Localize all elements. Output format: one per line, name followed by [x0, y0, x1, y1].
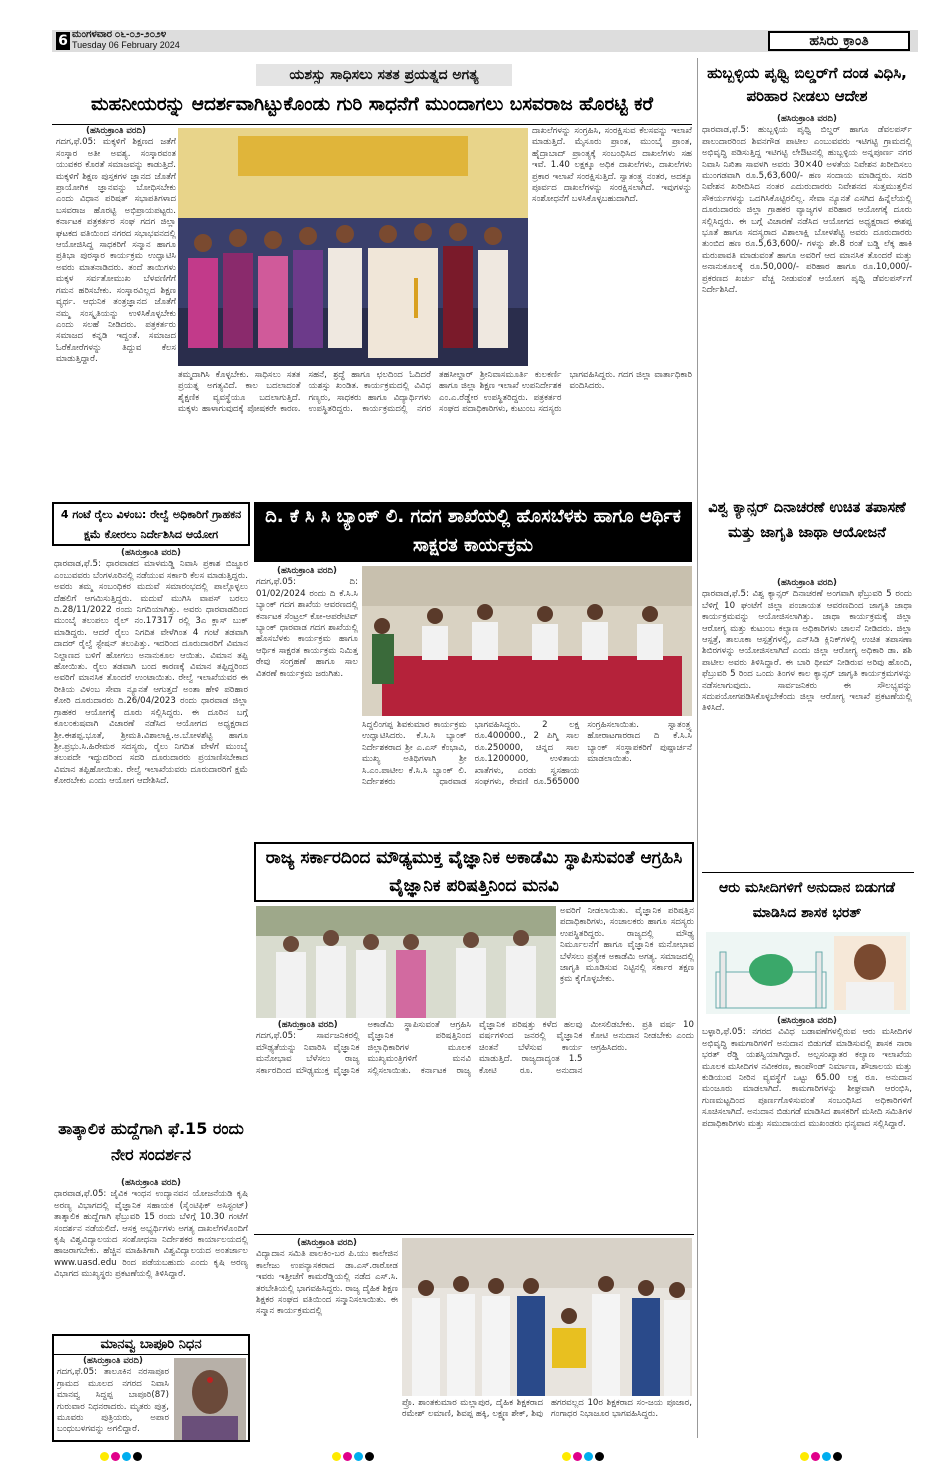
story4-body: [54, 1178, 248, 1328]
felicitation-group-photo: [402, 1238, 692, 1396]
story7-headline: ವಿಶ್ವ ಕ್ಯಾನ್ಸರ್ ದಿನಾಚರಣೆ ಉಚಿತ ತಪಾಸಣೆ ಮತ್ತು ಜಾಗೃತಿ ಜಾಥಾ ಆಯೋಜನೆ: [708, 500, 906, 541]
story10-body: [256, 1238, 398, 1438]
story2-headline: ಹುಬ್ಬಳ್ಳಿಯ ಪೃಥ್ವಿ ಬಿಲ್ಡರ್‌ಗೆ ದಂಡ ವಿಧಿಸಿ, ಪರಿಹಾರ ನೀಡಲು ಆದೇಶ: [707, 64, 907, 105]
story6-body-left: [256, 566, 358, 836]
story7-body: [702, 578, 912, 866]
story9-dateline: (ಹಸಿರುಕ್ರಾಂತಿ ವರದಿ): [277, 1020, 338, 1030]
memorandum-photo: [256, 906, 556, 1018]
story8-photo: [706, 932, 910, 1014]
story6-text-left: ಗದಗ,ಫೆ.05: ದಿ: 01/02/2024 ರಂದು ದಿ ಕೆ.ಸಿ.ಸಿ ಬ್ಯಾಂಕ್ ಗದಗ ಶಾಖೆಯ ಆವರಣದಲ್ಲಿ ಕರ್ನಾಟಕ ಸೆಂಟ್ರಲ್ ಕೋ-ಆಪರೇಟಿವ್ ಬ್ಯಾಂಕ್ ಧಾರವಾಡ ಗದಗ ಶಾಖೆಯಲ್ಲಿ ಹೊಸಬೆಳಕು ಕಾರ್ಯಕ್ರಮ ಹಾಗೂ ಆರ್ಥಿಕ ಸಾಕ್ಷರತ ಕಾರ್ಯಕ್ರಮ ನಿಮಿತ್ತ ಠೇವು ಸಂಗ್ರಹಣೆ ಹಾಗೂ ಸಾಲ ವಿತರಣೆ ಕಾರ್ಯಕ್ರಮ ಜರುಗಿತು.: [256, 577, 358, 679]
story7-headline-block: [702, 496, 912, 576]
story2-body: [702, 114, 912, 490]
story1-photo: [178, 128, 528, 366]
story1-headline: ಮಹನೀಯರನ್ನು ಆದರ್ಶವಾಗಿಟ್ಟುಕೊಂಡು ಗುರಿ ಸಾಧನೆಗೆ ಮುಂದಾಗಲು ಬಸವರಾಜ ಹೊರಟ್ಟಿ ಕರೆ: [91, 94, 653, 115]
story4-dateline: (ಹಸಿರುಕ್ರಾಂತಿ ವರದಿ): [121, 1178, 181, 1188]
group-stage-photo: [178, 128, 528, 366]
story1-body-right: ದಾಖಲೆಗಳನ್ನು ಸಂಗ್ರಹಿಸಿ, ಸಂರಕ್ಷಿಸುವ ಕೆಲಸವನ್ನು ಇಲಾಖೆ ಮಾಡುತ್ತಿದೆ. ಮೈಸೂರು ಪ್ರಾಂತ, ಮುಂಬೈ ಪ್ರಾಂತ, ಹೈದ್ರಾಬಾದ್ ಪ್ರಾಂತ್ಯಕ್ಕೆ ಸಂಬಂಧಿಸಿದ ದಾಖಲೆಗಳು ಸಹ ಇವೆ. 1.40 ಲಕ್ಷಕ್ಕೂ ಅಧಿಕ ದಾಖಲೆಗಳು, ದಾಖಲೆಗಳು ಪ್ರಕಾರ ಇಲಾಖೆ ಸಂರಕ್ಷಿಸುತ್ತಿದೆ. ಸ್ವಾತಂತ್ರ್ಯ ನಂತರ, ಅದಕ್ಕೂ ಪೂರ್ವದ ದಾಖಲೆಗಳನ್ನು ಸಂರಕ್ಷಿಸಲಾಗಿದೆ. ಇವುಗಳನ್ನು ಸಂಶೋಧನೆಗೆ ಬಳಸಿಕೊಳ್ಳಬಹುದಾಗಿದೆ.: [532, 126, 692, 205]
story6-dateline: (ಹಸಿರುಕ್ರಾಂತಿ ವರದಿ): [277, 566, 337, 576]
bank-event-photo: [362, 566, 692, 716]
story3-dateline: (ಹಸಿರುಕ್ರಾಂತಿ ವರದಿ): [121, 548, 181, 558]
registration-marks-left: [100, 1446, 144, 1465]
story5-dateline: (ಹಸಿರುಕ್ರಾಂತಿ ವರದಿ): [83, 1356, 143, 1366]
story6-headline: ದಿ. ಕೆ ಸಿ ಸಿ ಬ್ಯಾಂಕ್ ಲಿ. ಗದಗ ಶಾಖೆಯಲ್ಲಿ ಹೊಸಬೆಳಕು ಹಾಗೂ ಆರ್ಥಿಕ ಸಾಕ್ಷರತ ಕಾರ್ಯಕ್ರಮ: [254, 502, 692, 562]
story8-body: [702, 1016, 912, 1438]
story1-text-left: ಗದಗ,ಫೆ.05: ಮಕ್ಕಳಿಗೆ ಶಿಕ್ಷಣದ ಜತೆಗೆ ಸಂಸ್ಕಾರ ಅತೀ ಅವಶ್ಯ. ಸಂಸ್ಕಾರವಂತ ಯುವಕರ ಕೊರತೆ ಸಮಾಜವನ್ನು ಕಾಡುತ್ತಿದೆ. ಮಕ್ಕಳಿಗೆ ಶಿಕ್ಷಣ ಪುಸ್ತಕಗಳ ಜ್ಞಾನದ ಜೊತೆಗೆ ಪ್ರಾಯೋಗಿಕ ಜ್ಞಾನವನ್ನು ಬೋಧಿಸಬೇಕು ಎಂದು ವಿಧಾನ ಪರಿಷತ್ ಸಭಾಪತಿಗಳಾದ ಬಸವರಾಜ ಹೊರಟ್ಟಿ ಅಭಿಪ್ರಾಯಪಟ್ಟರು. ಕರ್ನಾಟಕ ಪತ್ರಕರ್ತರ ಸಂಘ ಗದಗ ಜಿಲ್ಲಾ ಘಟಕದ ವತಿಯಿಂದ ನಗರದ ಸಭಾಭವನದಲ್ಲಿ ಆಯೋಜಿಸಿದ್ದ ಸಾಧಕರಿಗೆ ಸನ್ಮಾನ ಹಾಗೂ ಪ್ರತಿಭಾ ಪುರಸ್ಕಾರ ಕಾರ್ಯಕ್ರಮ ಉದ್ಘಾಟಿಸಿ ಅವರು ಮಾತನಾಡಿದರು. ತಂದೆ ತಾಯಿಗಳು ಮಕ್ಕಳ ಸರ್ವತೋಮುಖ ಬೆಳವಣಿಗೆಗೆ ಗಮನ ಹರಿಸಬೇಕು. ಸಂಸ್ಕಾರವಿಲ್ಲದ ಶಿಕ್ಷಣ ವ್ಯರ್ಥ. ಆಧುನಿಕ ತಂತ್ರಜ್ಞಾನದ ಜೊತೆಗೆ ನಮ್ಮ ಸಂಸ್ಕೃತಿಯನ್ನು ಉಳಿಸಿಕೊಳ್ಳಬೇಕು ಎಂದು ಸಲಹೆ ನೀಡಿದರು. ಪತ್ರಕರ್ತರು ಸಮಾಜದ ಕನ್ನಡಿ ಇದ್ದಂತೆ. ಸಮಾಜದ ಓರೆಕೋರೆಗಳನ್ನು ತಿದ್ದುವ ಕೆಲಸ ಮಾಡುತ್ತಿದ್ದಾರೆ.: [56, 137, 176, 365]
registration-marks-center-left: [332, 1446, 376, 1465]
story9-body-right: ಅವರಿಗೆ ನೀಡಲಾಯಿತು. ವೈಜ್ಞಾನಿಕ ಪರಿಷತ್ತಿನ ಪದಾಧಿಕಾರಿಗಳು, ಸಂಚಾಲಕರು ಹಾಗೂ ಸದಸ್ಯರು ಉಪಸ್ಥಿತರಿದ್ದರು. ರಾಜ್ಯದಲ್ಲಿ ಮೌಢ್ಯ ನಿರ್ಮೂಲನೆಗೆ ಹಾಗೂ ವೈಜ್ಞಾನಿಕ ಮನೋಭಾವ ಬೆಳೆಸಲು ಪ್ರತ್ಯೇಕ ಅಕಾಡೆಮಿ ಅಗತ್ಯ. ಸಮಾಜದಲ್ಲಿ ಜಾಗೃತಿ ಮೂಡಿಸುವ ನಿಟ್ಟಿನಲ್ಲಿ ಸರ್ಕಾರ ತಕ್ಷಣ ಕ್ರಮ ಕೈಗೊಳ್ಳಬೇಕು.: [560, 906, 694, 985]
story6-body-right: ಸಿದ್ದಲಿಂಗಪ್ಪ ಶಿವಕುಮಾರ ಕಾರ್ಯಕ್ರಮ ಉದ್ಘಾಟಿಸಿದರು. ಕೆ.ಸಿ.ಸಿ ಬ್ಯಾಂಕ್ ನಿರ್ದೇಶಕರಾದ ಶ್ರೀ ಎ.ಎಸ್ ಕೆಂಭಾವಿ, ಮುಖ್ಯ ಅತಿಥಿಗಳಾಗಿ ಶ್ರೀ ಸಿ.ಎಂ.ಪಾಟೀಲ ಕೆ.ಸಿ.ಸಿ ಬ್ಯಾಂಕ್ ಲಿ. ನಿರ್ದೇಶಕರು ಧಾರವಾಡ ಭಾಗವಹಿಸಿದ್ದರು. 2 ಲಕ್ಷ ರೂ.400000., 2 ಪಿಗ್ಮಿ ಸಾಲ ರೂ.250000, ಚಿನ್ನದ ಸಾಲ ರೂ.1200000, ಉಳಿತಾಯ ಖಾತೆಗಳು, ಎರಡು ಸ್ವಸಹಾಯ ಸಂಘಗಳು, ಠೇವಣಿ ರೂ.565000 ಸಂಗ್ರಹಿಸಲಾಯಿತು. ಸ್ವಾತಂತ್ರ್ಯ ಹೋರಾಟಗಾರರಾದ ದಿ ಕೆ.ಸಿ.ಸಿ ಬ್ಯಾಂಕ್ ಸಂಸ್ಥಾಪಕರಿಗೆ ಪುಷ್ಪಾರ್ಚನೆ ಮಾಡಲಾಯಿತು.: [362, 720, 692, 788]
story5-body: [57, 1356, 169, 1440]
story10-dateline: (ಹಸಿರುಕ್ರಾಂತಿ ವರದಿ): [297, 1238, 357, 1248]
mosque-and-mla-photo: [706, 932, 910, 1014]
story1-body-left: [56, 126, 176, 496]
story5-box: [52, 1334, 250, 1442]
story1-kicker: ಯಶಸ್ಸು ಸಾಧಿಸಲು ಸತತ ಪ್ರಯತ್ನದ ಅಗತ್ಯ: [256, 64, 512, 86]
date-block: [72, 30, 212, 50]
story3-body: [54, 548, 248, 1110]
story2-dateline: (ಹಸಿರುಕ್ರಾಂತಿ ವರದಿ): [777, 114, 837, 124]
story8-headline: ಆರು ಮಸೀದಿಗಳಿಗೆ ಅನುದಾನ ಬಿಡುಗಡೆ ಮಾಡಿಸಿದ ಶಾಸಕ ಭರತ್: [719, 880, 895, 921]
story9-body: [256, 1020, 694, 1230]
page-number: 6: [56, 32, 70, 50]
story7-dateline: (ಹಸಿರುಕ್ರಾಂತಿ ವರದಿ): [777, 578, 837, 588]
story3-text: ಧಾರವಾಡ,ಫೆ.5: ಧಾರವಾಡದ ಮಾಳಮಡ್ಡಿ ನಿವಾಸಿ ಪ್ರಕಾಶ ಬಿಜ್ಜೂರ ಎಂಬುವವರು ಬೆಂಗಳೂರಿನಲ್ಲಿ ನಡೆಯುವ ಸರ್ಕಾರಿ ಕೆಲಸ ಮಾಡುತ್ತಿದ್ದರು. ಅವರು ತಮ್ಮ ಸಂಬಂಧಿಕರ ಮದುವೆ ಸಮಾರಂಭದಲ್ಲಿ ಪಾಲ್ಗೊಳ್ಳಲು ದೆಹಲಿಗೆ ಆಗಮಿಸುತ್ತಿದ್ದರು. ಮದುವೆ ಮುಗಿಸಿ ವಾಪಸ್ ಬರಲು ದಿ.28/11/2022 ರಂದು ನಿಗದಿಯಾಗಿತ್ತು. ಅವರು ಧಾರವಾಡದಿಂದ ಮುಂಬೈ ತಲುಪಲು ರೈಲ್ ನಂ.17317 ರಲ್ಲಿ 3ಎ ಕ್ಲಾಸ್ ಬುಕ್ ಮಾಡಿದ್ದರು. ಆದರೆ ರೈಲು ನಿಗದಿತ ವೇಳೆಗಿಂತ 4 ಗಂಟೆ ತಡವಾಗಿ ದಾದರ್ ರೈಲ್ವೆ ಸ್ಟೇಷನ್ ತಲುಪಿತ್ತು. ಇದರಿಂದ ದೂರುದಾರರಿಗೆ ವಿಮಾನ ನಿಲ್ದಾಣದ ಬಳಿಗೆ ಹೋಗಲು ಅನಾನುಕೂಲ ಆಯಿತು. ವಿಮಾನ ತಪ್ಪಿ ಹೋಯಿತು. ರೈಲು ತಡವಾಗಿ ಬಂದ ಕಾರಣಕ್ಕೆ ವಿಮಾನ ತಪ್ಪಿದ್ದರಿಂದ ಅವರಿಗೆ ಮಾನಸಿಕ ತೊಂದರೆ ಉಂಟಾಯಿತು. ರೇಲ್ವೆ ಇಲಾಖೆಯವರ ಈ ರೀತಿಯ ವಿಳಂಬ ಸೇವಾ ನ್ಯೂನತೆ ಆಗುತ್ತದೆ ಅಂತಾ ಹೇಳಿ ಪರಿಹಾರ ಕೋರಿ ದೂರುದಾರರು ದಿ.26/04/2023 ರಂದು ಧಾರವಾಡ ಜಿಲ್ಲಾ ಗ್ರಾಹಕರ ಆಯೋಗಕ್ಕೆ ದೂರು ಸಲ್ಲಿಸಿದ್ದರು. ಈ ದೂರಿನ ಬಗ್ಗೆ ಕೂಲಂಕುಷವಾಗಿ ವಿಚಾರಣೆ ನಡೆಸಿದ ಆಯೋಗದ ಅಧ್ಯಕ್ಷರಾದ ಶ್ರೀ.ಈಶಪ್ಪ.ಭೂತೆ, ಶ್ರೀಮತಿ.ವಿಶಾಲಾಕ್ಷಿ.ಅ.ಬೋಳಶೆಟ್ಟಿ ಹಾಗೂ ಶ್ರೀ.ಪ್ರಭು.ಸಿ.ಹಿರೇಮಠ ಸದಸ್ಯರು, ರೈಲು ನಿಗದಿತ ವೇಳೆಗೆ ಮುಂಬೈ ತಲುಪದೇ ಇದ್ದುದರಿಂದ ಸದರಿ ದೂರುದಾರರು ಪ್ರಯಾಣಿಸಬೇಕಾದ ವಿಮಾನ ತಪ್ಪಿಹೋಯಿತು. ರೇಲ್ವೆ ಇಲಾಖೆಯವರು ದೂರುದಾರರಿಗೆ ಕ್ಷಮೆ ಕೋರಬೇಕು ಎಂದು ಆಯೋಗ ಆದೇಶಿಸಿದೆ.: [54, 559, 248, 787]
story9-photo: [256, 906, 556, 1018]
story10-photo: [402, 1238, 692, 1396]
story9-text: ಗದಗ,ಫೆ.05: ಸಾರ್ವಜನಿಕರಲ್ಲಿ ಮೌಢ್ಯತೆಯನ್ನು ನಿವಾರಿಸಿ ವೈಜ್ಞಾನಿಕ ಮನೋಭಾವ ಬೆಳೆಸಲು ರಾಜ್ಯ ಸರ್ಕಾರದಿಂದ ಮೌಢ್ಯಮುಕ್ತ ವೈಜ್ಞಾನಿಕ ಅಕಾಡೆಮಿ ಸ್ಥಾಪಿಸುವಂತೆ ಆಗ್ರಹಿಸಿ ವೈಜ್ಞಾನಿಕ ಪರಿಷತ್ತಿನಿಂದ ಜಿಲ್ಲಾಧಿಕಾರಿಗಳ ಮೂಲಕ ಮುಖ್ಯಮಂತ್ರಿಗಳಿಗೆ ಮನವಿ ಸಲ್ಲಿಸಲಾಯಿತು. ಕರ್ನಾಟಕ ರಾಜ್ಯ ವೈಜ್ಞಾನಿಕ ಪರಿಷತ್ತು ಕಳೆದ ಹಲವು ವರ್ಷಗಳಿಂದ ಜನರಲ್ಲಿ ವೈಜ್ಞಾನಿಕ ಚಿಂತನೆ ಬೆಳೆಸುವ ಕಾರ್ಯ ಮಾಡುತ್ತಿದೆ. ರಾಜ್ಯದಾದ್ಯಂತ 1.5 ಕೋಟಿ ರೂ. ಅನುದಾನ ಮೀಸಲಿಡಬೇಕು. ಪ್ರತಿ ವರ್ಷ 10 ಕೋಟಿ ಅನುದಾನ ನೀಡಬೇಕು ಎಂದು ಆಗ್ರಹಿಸಿದರು.: [256, 1020, 694, 1076]
story6-photo: [362, 566, 692, 716]
story10-caption: ಪ್ರೊ. ಶಾಂತಕುಮಾರ ಮಲ್ಲಾಪುರ, ದೈಹಿಕ ಶಿಕ್ಷಕರಾದ ರಮೇಶ್ ಲಮಾಣಿ, ಶಿವಪ್ಪ ಹಕ್ಕಿ, ಲಕ್ಷ್ಮಣ ಶೇಕ್, ಶಿವು ಹಗರವಲ್ಲದ 10ರ ಶಿಕ್ಷಕರಾದ ಸಂ-ಜಯ ಪೂಜಾರ, ಗಂಗಾಧರ ನಿಭಾಜೂರ ಭಾಗವಹಿಸಿದ್ದರು.: [402, 1398, 692, 1420]
story3-headline-box: [52, 502, 250, 546]
section-title: ಹಸಿರು ಕ್ರಾಂತಿ: [768, 31, 910, 51]
story1-dateline: (ಹಸಿರುಕ್ರಾಂತಿ ವರದಿ): [86, 126, 146, 136]
story5-headline: ಮಾನವ್ವ ಬಾಪೂರಿ ನಿಧನ: [54, 1336, 248, 1355]
registration-marks-center-right: [562, 1446, 606, 1465]
story7-text: ಧಾರವಾಡ,ಫೆ.5: ವಿಶ್ವ ಕ್ಯಾನ್ಸರ್ ದಿನಾಚರಣೆ ಅಂಗವಾಗಿ ಫೆಬ್ರುವರಿ 5 ರಂದು ಬೆಳಿಗ್ಗೆ 10 ಘಂಟೆಗೆ ಜಿಲ್ಲಾ ಪಂಚಾಯತ ಆವರಣದಿಂದ ಜಾಗೃತಿ ಜಾಥಾ ಕಾರ್ಯಕ್ರಮವನ್ನು ಆಯೋಜಿಸಲಾಗಿತ್ತು. ಜಾಥಾ ಕಾರ್ಯಕ್ರಮಕ್ಕೆ ಜಿಲ್ಲಾ ಆರೋಗ್ಯ ಮತ್ತು ಕುಟುಂಬ ಕಲ್ಯಾಣ ಅಧಿಕಾರಿಗಳು ಚಾಲನೆ ನೀಡಿದರು. ಜಿಲ್ಲಾ ಆಸ್ಪತ್ರೆ, ತಾಲೂಕಾ ಆಸ್ಪತ್ರೆಗಳಲ್ಲಿ, ಎನ್‌ಸಿಡಿ ಕ್ಲಿನಿಕ್‌ಗಳಲ್ಲಿ ಉಚಿತ ತಪಾಸಣಾ ಶಿಬಿರಗಳನ್ನು ಆಯೋಜಿಸಲಾಗಿದೆ ಎಂದು ಜಿಲ್ಲಾ ಆರೋಗ್ಯ ಅಧಿಕಾರಿ ಡಾ. ಶಶಿ ಪಾಟೀಲ ಅವರು ತಿಳಿಸಿದ್ದಾರೆ. ಈ ಬಾರಿ ಥೀಮ್ ನೀಡಿರುವ ಅರಿವು ಹೊಂದಿ, ಫೆಬ್ರುವರಿ 5 ರಿಂದ ಒಂದು ತಿಂಗಳ ಕಾಲ ಕ್ಯಾನ್ಸರ್ ಜಾಗೃತಿ ಕಾರ್ಯಕ್ರಮಗಳನ್ನು ನಡೆಸಲಾಗುವುದು. ಸಾರ್ವಜನಿಕರು ಈ ಸೌಲಭ್ಯವನ್ನು ಸದುಪಯೋಗಪಡಿಸಿಕೊಳ್ಳಬೇಕೆಂದು ಜಿಲ್ಲಾ ಆರೋಗ್ಯ ಇಲಾಖೆ ಪ್ರಕಟಣೆಯಲ್ಲಿ ತಿಳಿಸಿದೆ.: [702, 589, 912, 714]
story2-text: ಧಾರವಾಡ,ಫೆ.5: ಹುಬ್ಬಳ್ಳಿಯ ಪೃಥ್ವಿ ಬಿಲ್ಡರ್ ಹಾಗೂ ಡೆವಲಪರ್ಸ್ ಪಾಲುದಾರರಿಂದ ಶಿವನಗೌಡ ಪಾಟೀಲ ಎಂಬುವವರು ಇಟಿಗಟ್ಟಿ ಗ್ರಾಮದಲ್ಲಿ ಅಭಿವೃದ್ಧಿ ಪಡಿಸುತ್ತಿದ್ದ ಇಟಿಗಟ್ಟಿ ಲೇಔಟನಲ್ಲಿ ಹುಬ್ಬಳ್ಳಿಯ ಅನ್ನಪೂರ್ಣ ನಗರ ನಿವಾಸಿ ನಿಖಿತಾ ಸಾವಳಗಿ ಅವರು 30×40 ಅಳತೆಯ ನಿವೇಶನ ಖರೀದಿಸಲು ಮುಂಗಡವಾಗಿ ರೂ.5,63,600/- ಹಣ ಸಂದಾಯ ಮಾಡಿದ್ದರು. ಸದರಿ ನಿವೇಶನ ಖರೀದಿಸಿದ ನಂತರ ಎದುರುದಾರರು ನಿವೇಶನದ ಸುತ್ತಮುತ್ತಲಿನ ಸೌಕರ್ಯಗಳನ್ನು ಒದಗಿಸಿಕೊಟ್ಟಿರಲಿಲ್ಲ. ಸೇವಾ ನ್ಯೂನತೆ ಎಸಗಿದ ಹಿನ್ನೆಲೆಯಲ್ಲಿ ದೂರುದಾರರು ಜಿಲ್ಲಾ ಗ್ರಾಹಕರ ವ್ಯಾಜ್ಯಗಳ ಪರಿಹಾರ ಆಯೋಗಕ್ಕೆ ದೂರು ಸಲ್ಲಿಸಿದ್ದರು. ಈ ಬಗ್ಗೆ ವಿಚಾರಣೆ ನಡೆಸಿದ ಆಯೋಗದ ಅಧ್ಯಕ್ಷರಾದ ಈಶಪ್ಪ ಭೂತೆ ಹಾಗೂ ಸದಸ್ಯರಾದ ವಿಶಾಲಾಕ್ಷಿ ಬೋಳಶೆಟ್ಟಿ ಅವರು ದೂರುದಾರರು ತುಂಬಿದ ಹಣ ರೂ.5,63,600/- ಗಳನ್ನು ಶೇ.8 ರಂತೆ ಬಡ್ಡಿ ಲೆಕ್ಕ ಹಾಕಿ ಮರುಪಾವತಿ ಮಾಡುವಂತೆ ಹಾಗೂ ಅವರಿಗೆ ಆದ ಮಾನಸಿಕ ತೊಂದರೆ ಮತ್ತು ಅನಾನುಕೂಲಕ್ಕೆ ರೂ.50,000/- ಪರಿಹಾರ ಹಾಗೂ ರೂ.10,000/- ಪ್ರಕರಣದ ಖರ್ಚು ವೆಚ್ಚ ನೀಡುವಂತೆ ಆಯೋಗ ಪೃಥ್ವಿ ಡೆವಲಪರ್ಸ್‌ಗೆ ನಿರ್ದೇಶಿಸಿದೆ.: [702, 125, 912, 296]
story8-dateline: (ಹಸಿರುಕ್ರಾಂತಿ ವರದಿ): [777, 1016, 837, 1026]
date-english: Tuesday 06 February 2024: [72, 40, 180, 50]
registration-marks-right: [800, 1446, 844, 1465]
portrait-photo: [174, 1358, 246, 1440]
story4-headline: ತಾತ್ಕಾಲಿಕ ಹುದ್ದೆಗಾಗಿ ಫೆ.15 ರಂದು ನೇರ ಸಂದರ್ಶನ: [58, 1119, 244, 1164]
story10-text: ವಿದ್ಯಾದಾನ ಸಮಿತಿ ಪಾಲಕಿಂ-ಬರ ಪಿ.ಯು ಕಾಲೇಜಿನ ಕಾಲೇಜು ಉಪನ್ಯಾಸಕರಾದ ಡಾ.ಎಸ್.ರಾಠೋಡ ಇವರು ಇತ್ತೀಚೆಗೆ ಕಾಮರೆಡ್ಡಿಯಲ್ಲಿ ನಡೆದ ಎಸ್.ಸಿ. ತರಬೇತಿಯಲ್ಲಿ ಭಾಗವಹಿಸಿದ್ದರು. ರಾಜ್ಯ ದೈಹಿಕ ಶಿಕ್ಷಣ ಶಿಕ್ಷಕರ ಸಂಘದ ವತಿಯಿಂದ ಸನ್ಮಾನಿಸಲಾಯಿತು. ಈ ಸನ್ಮಾನ ಕಾರ್ಯಕ್ರಮದಲ್ಲಿ: [256, 1249, 398, 1317]
story4-text: ಧಾರವಾಡ,ಫೆ.05: ಜೈವಿಕ ಇಂಧನ ಉದ್ಯಾನವನ ಯೋಜನೆಯಡಿ ಕೃಷಿ ಅರಣ್ಯ ವಿಭಾಗದಲ್ಲಿ ವೈಜ್ಞಾನಿಕ ಸಹಾಯಕ (ಸೈಂಟಿಫಿಕ್ ಅಸಿಸ್ಟಂಟ್) ತಾತ್ಕಾಲಿಕ ಹುದ್ದೆಗಾಗಿ ಫೆಬ್ರುವರಿ 15 ರಂದು ಬೆಳಿಗ್ಗೆ 10.30 ಗಂಟೆಗೆ ಸಂದರ್ಶನ ನಡೆಯಲಿದೆ. ಆಸಕ್ತ ಅಭ್ಯರ್ಥಿಗಳು ಅಗತ್ಯ ದಾಖಲೆಗಳೊಂದಿಗೆ ಕೃಷಿ ವಿಶ್ವವಿದ್ಯಾಲಯದ ಸಂಶೋಧನಾ ನಿರ್ದೇಶಕರ ಕಾರ್ಯಾಲಯದಲ್ಲಿ ಹಾಜರಾಗಬೇಕು. ಹೆಚ್ಚಿನ ಮಾಹಿತಿಗಾಗಿ ವಿಶ್ವವಿದ್ಯಾಲಯದ ಅಂತರ್ಜಾಲ www.uasd.edu ರಿಂದ ಪಡೆಯಬಹುದು ಎಂದು ಕೃಷಿ ಅರಣ್ಯ ವಿಭಾಗದ ಮುಖ್ಯಸ್ಥರು ಪ್ರಕಟಣೆಯಲ್ಲಿ ತಿಳಿಸಿದ್ದಾರೆ.: [54, 1189, 248, 1280]
story1-body-bottom: ತಮ್ಮದಾಗಿಸಿ ಕೊಳ್ಳಬೇಕು. ಸಾಧಿಸಲು ಸತತ ಪ್ರಯತ್ನ ಅಗತ್ಯವಿದೆ. ಕಾಲ ಬದಲಾದಂತೆ ಶೈಕ್ಷಣಿಕ ವ್ಯವಸ್ಥೆಯೂ ಬದಲಾಗುತ್ತಿದೆ. ಮಕ್ಕಳು ಹಾಳಾಗುವುದಕ್ಕೆ ಪೋಷಕರೇ ಕಾರಣ. ಸಹನೆ, ಶ್ರದ್ಧೆ ಹಾಗೂ ಛಲದಿಂದ ಓದಿದರೆ ಯಶಸ್ಸು ಖಂಡಿತ. ಕಾರ್ಯಕ್ರಮದಲ್ಲಿ ವಿವಿಧ ಗಣ್ಯರು, ಸಾಧಕರು ಹಾಗೂ ವಿದ್ಯಾರ್ಥಿಗಳು ಉಪಸ್ಥಿತರಿದ್ದರು. ಕಾರ್ಯಕ್ರಮದಲ್ಲಿ ನಗರ ತಹಸೀಲ್ದಾರ್ ಶ್ರೀನಿವಾಸಮೂರ್ತಿ ಕುಲಕರ್ಣಿ ಹಾಗೂ ಜಿಲ್ಲಾ ಶಿಕ್ಷಣ ಇಲಾಖೆ ಉಪನಿರ್ದೇಶಕ ಎಂ.ಎ.ರೆಡ್ಡೇರ ಉಪಸ್ಥಿತರಿದ್ದರು. ಪತ್ರಕರ್ತರ ಸಂಘದ ಪದಾಧಿಕಾರಿಗಳು, ಕುಟುಂಬ ಸದಸ್ಯರು ಭಾಗವಹಿಸಿದ್ದರು. ಗದಗ ಜಿಲ್ಲಾ ವಾರ್ತಾಧಿಕಾರಿ ವಂದಿಸಿದರು.: [178, 370, 692, 415]
story9-headline-box: [254, 842, 694, 902]
story3-headline: 4 ಗಂಟೆ ರೈಲು ವಿಳಂಬ: ರೇಲ್ವೆ ಅಧಿಕಾರಿಗೆ ಗ್ರಾಹಕನ ಕ್ಷಮೆ ಕೋರಲು ನಿರ್ದೇಶಿಸಿದ ಆಯೋಗ: [60, 508, 242, 541]
story8-text: ಬಳ್ಳಾರಿ,ಫೆ.05: ನಗರದ ವಿವಿಧ ಬಡಾವಣೆಗಳಲ್ಲಿರುವ ಆರು ಮಸೀದಿಗಳ ಅಭಿವೃದ್ಧಿ ಕಾಮಗಾರಿಗಳಿಗೆ ಅನುದಾನ ಬಿಡುಗಡೆ ಮಾಡಿಸುವಲ್ಲಿ ಶಾಸಕ ನಾರಾ ಭರತ್ ರೆಡ್ಡಿ ಯಶಸ್ವಿಯಾಗಿದ್ದಾರೆ. ಅಲ್ಪಸಂಖ್ಯಾತರ ಕಲ್ಯಾಣ ಇಲಾಖೆಯ ಮೂಲಕ ಮಸೀದಿಗಳ ನವೀಕರಣ, ಕಾಂಪೌಂಡ್ ನಿರ್ಮಾಣ, ಶೌಚಾಲಯ ಮತ್ತು ಕುಡಿಯುವ ನೀರಿನ ವ್ಯವಸ್ಥೆಗೆ ಒಟ್ಟು 65.00 ಲಕ್ಷ ರೂ. ಅನುದಾನ ಮಂಜೂರು ಮಾಡಲಾಗಿದೆ. ಕಾಮಗಾರಿಗಳನ್ನು ಶೀಘ್ರವಾಗಿ ಆರಂಭಿಸಿ, ಗುಣಮಟ್ಟದಿಂದ ಪೂರ್ಣಗೊಳಿಸುವಂತೆ ಸಂಬಂಧಿಸಿದ ಅಧಿಕಾರಿಗಳಿಗೆ ಸೂಚಿಸಲಾಗಿದೆ. ಅನುದಾನ ಬಿಡುಗಡೆ ಮಾಡಿಸಿದ ಶಾಸಕರಿಗೆ ಮಸೀದಿ ಸಮಿತಿಗಳ ಪದಾಧಿಕಾರಿಗಳು ಮತ್ತು ಸಮುದಾಯದ ಮುಖಂಡರು ಧನ್ಯವಾದ ಸಲ್ಲಿಸಿದ್ದಾರೆ.: [702, 1027, 912, 1129]
story5-text: ಗದಗ,ಫೆ.05: ತಾಲೂಕಿನ ನರಸಾಪೂರ ಗ್ರಾಮದ ಮೂಲದ ನಗರದ ನಿವಾಸಿ ಮಾನವ್ವ ಸಿದ್ದಪ್ಪ ಬಾಪೂರಿ(87) ಗುರುವಾರ ನಿಧನರಾದರು. ಮೃತರು ಪುತ್ರ, ಮೂವರು ಪುತ್ರಿಯರು, ಅಪಾರ ಬಂಧುಬಳಗವನ್ನು ಅಗಲಿದ್ದಾರೆ.: [57, 1367, 169, 1435]
date-local: ಮಂಗಳವಾರ ೦೬-೦೨-೨೦೨೪: [72, 29, 167, 40]
story9-headline: ರಾಜ್ಯ ಸರ್ಕಾರದಿಂದ ಮೌಢ್ಯಮುಕ್ತ ವೈಜ್ಞಾನಿಕ ಅಕಾಡೆಮಿ ಸ್ಥಾಪಿಸುವಂತೆ ಆಗ್ರಹಿಸಿ ವೈಜ್ಞಾನಿಕ ಪರಿಷತ್ತಿನಿಂದ ಮನವಿ: [265, 848, 683, 896]
